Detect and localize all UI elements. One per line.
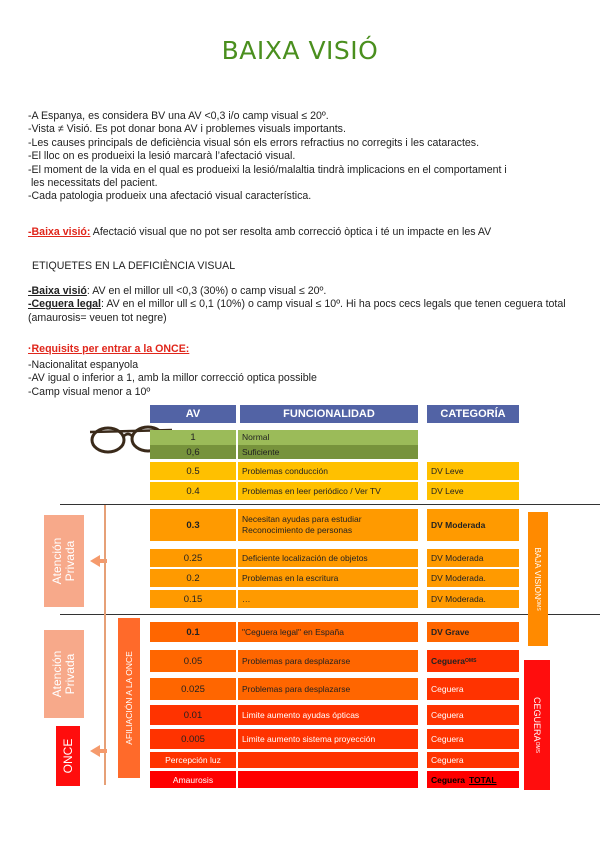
table-row [150, 430, 418, 446]
av-cell: 0.4 [150, 482, 238, 500]
category-cell [427, 678, 519, 700]
once-label: ONCE [61, 738, 75, 774]
baja-vision-label [528, 519, 548, 639]
bv-text: : AV en el millor ull <0,3 (30%) o camp visual ≤ 20º. [86, 285, 327, 297]
category-cell [427, 430, 519, 445]
intro-line: -El lloc on es produeixi la lesió marcarà l’afectació visual. [28, 150, 296, 163]
category-cell [427, 622, 519, 642]
func-cell: "Ceguera legal" en España [242, 626, 344, 637]
bv-label: -Baixa visió [28, 285, 87, 297]
category-text: Ceguera [431, 656, 466, 666]
func-cell: Problemas en leer periódico / Ver TV [242, 485, 381, 496]
bracket-line [104, 505, 106, 785]
category-oms: OMS [465, 658, 477, 664]
category-text: Ceguera [431, 710, 464, 720]
category-text: Ceguera [431, 684, 464, 694]
cl-text: : AV en el millor ull ≤ 0,1 (10%) o camp visual ≤ 10º. Hi ha pocs cecs legals que tenen ceguera total (amaurosis= veuen tot negre) [28, 298, 566, 324]
labels-block [28, 285, 594, 325]
atencion-privada-label-1: Atención Privada [50, 537, 77, 585]
intro-line: -Vista ≠ Visió. Es pot donar bona AV i problemes visuals importants. [28, 123, 346, 136]
category-text: DV Grave [431, 627, 470, 637]
av-cell: 0.01 [150, 705, 238, 725]
divider-line [60, 614, 600, 615]
intro-list [28, 110, 594, 204]
category-cell [427, 569, 519, 587]
av-cell: 0.05 [150, 650, 238, 672]
func-cell: Suficiente [242, 446, 280, 457]
category-cell [427, 462, 519, 480]
table-row [150, 445, 418, 460]
category-cell [427, 482, 519, 500]
baja-vision-text: BAJA VISION [533, 547, 543, 600]
table-row [150, 729, 418, 750]
table-row [150, 509, 418, 542]
category-text: Ceguera [431, 734, 464, 744]
requisits-list [28, 359, 317, 399]
intro-line: -Cada patologia produeix una afectació visual característica. [28, 190, 312, 203]
av-cell: 0.5 [150, 462, 238, 480]
atencion-privada-label-2: Atención Privada [50, 650, 77, 698]
category-cell [427, 549, 519, 567]
labels-heading: ETIQUETES EN LA DEFICIÈNCIA VISUAL [32, 260, 236, 272]
av-cell: 0.3 [150, 509, 238, 541]
category-text: DV Leve [431, 486, 464, 496]
av-cell: 0.25 [150, 549, 238, 567]
definition-text: Afectació visual que no pot ser resolta amb correcció òptica i té un impacte en les AV [92, 226, 492, 238]
func-cell: … [242, 593, 251, 604]
page-title: BAIXA VISIÓ [221, 36, 379, 65]
table-row [150, 482, 418, 501]
requisits-heading: ·Requisits per entrar a la ONCE: [28, 343, 190, 355]
category-text: DV Leve [431, 466, 464, 476]
category-text: DV Moderada. [431, 573, 486, 583]
func-cell: Necesitan ayudas para estudiar Reconocimiento de personas [242, 514, 362, 535]
category-cell [427, 771, 519, 788]
func-cell: Problemas conducción [242, 465, 328, 476]
requisit-item: -AV igual o inferior a 1, amb la millor correcció optica possible [28, 372, 317, 385]
table-row [150, 622, 418, 643]
category-text: DV Moderada. [431, 594, 486, 604]
table-row [150, 678, 418, 701]
table-row [150, 771, 418, 789]
ceguera-label [527, 665, 547, 785]
header-av: AV [150, 405, 236, 423]
av-cell: 0.15 [150, 590, 238, 608]
table-row [150, 590, 418, 609]
func-cell: Problemas en la escritura [242, 572, 339, 583]
func-cell: Limite aumento sistema proyección [242, 733, 376, 744]
definition-label: -Baixa visió: [28, 226, 91, 238]
av-cell: 1 [150, 430, 238, 445]
av-cell: 0.025 [150, 678, 238, 700]
func-cell: Normal [242, 432, 270, 442]
header-cat: CATEGORÍA [427, 405, 519, 423]
func-cell: Deficiente localización de objetos [242, 552, 368, 563]
av-cell: 0.005 [150, 729, 238, 749]
intro-line: -Les causes principals de deficiència visual són els errors refractius no corregits i les cataractes. [28, 136, 480, 149]
category-cell [427, 509, 519, 541]
func-cell: Problemas para desplazarse [242, 655, 351, 666]
av-cell: 0,6 [150, 445, 238, 459]
category-cell [427, 445, 519, 459]
category-cell [427, 705, 519, 725]
requisit-item: -Nacionalitat espanyola [28, 359, 139, 371]
func-cell: Limite aumento ayudas ópticas [242, 709, 360, 720]
arrow-shaft [99, 749, 107, 753]
table-row [150, 650, 418, 673]
av-cell: Percepción luz [150, 752, 238, 768]
table-row [150, 549, 418, 568]
divider-line [60, 504, 600, 505]
table-row [150, 752, 418, 769]
afiliacion-label: AFILIACIÓN A LA ONCE [124, 651, 134, 745]
category-cell [427, 590, 519, 608]
table-row [150, 569, 418, 588]
ceguera-oms: OMS [534, 741, 540, 753]
category-text: DV Moderada [431, 520, 486, 530]
definition [28, 226, 491, 238]
ceguera-text: CEGUERA [532, 697, 542, 742]
cl-label: -Ceguera legal [28, 298, 102, 311]
category-cell [427, 752, 519, 768]
baja-vision-oms: OMS [535, 599, 541, 611]
av-cell: Amaurosis [150, 771, 238, 788]
intro-line: -El moment de la vida en el qual es produeixi la lesió/malaltia tindrà implicacions en el comportament i [28, 163, 507, 176]
requisit-item: -Camp visual menor a 10º [28, 385, 151, 398]
av-cell: 0.1 [150, 622, 238, 642]
category-cell [427, 729, 519, 749]
table-row [150, 462, 418, 481]
category-text: Ceguera [431, 755, 464, 765]
category-cell [427, 650, 519, 672]
header-func: FUNCIONALIDAD [240, 405, 418, 423]
intro-line: -A Espanya, es considera BV una AV <0,3 i/o camp visual ≤ 20º. [28, 110, 329, 122]
category-text: DV Moderada [431, 553, 484, 563]
category-total: TOTAL [469, 774, 497, 785]
intro-line: les necessitats del pacient. [28, 177, 158, 190]
func-cell: Problemas para desplazarse [242, 683, 351, 694]
av-cell: 0.2 [150, 569, 238, 587]
category-text: Ceguera [431, 774, 466, 785]
table-row [150, 705, 418, 726]
